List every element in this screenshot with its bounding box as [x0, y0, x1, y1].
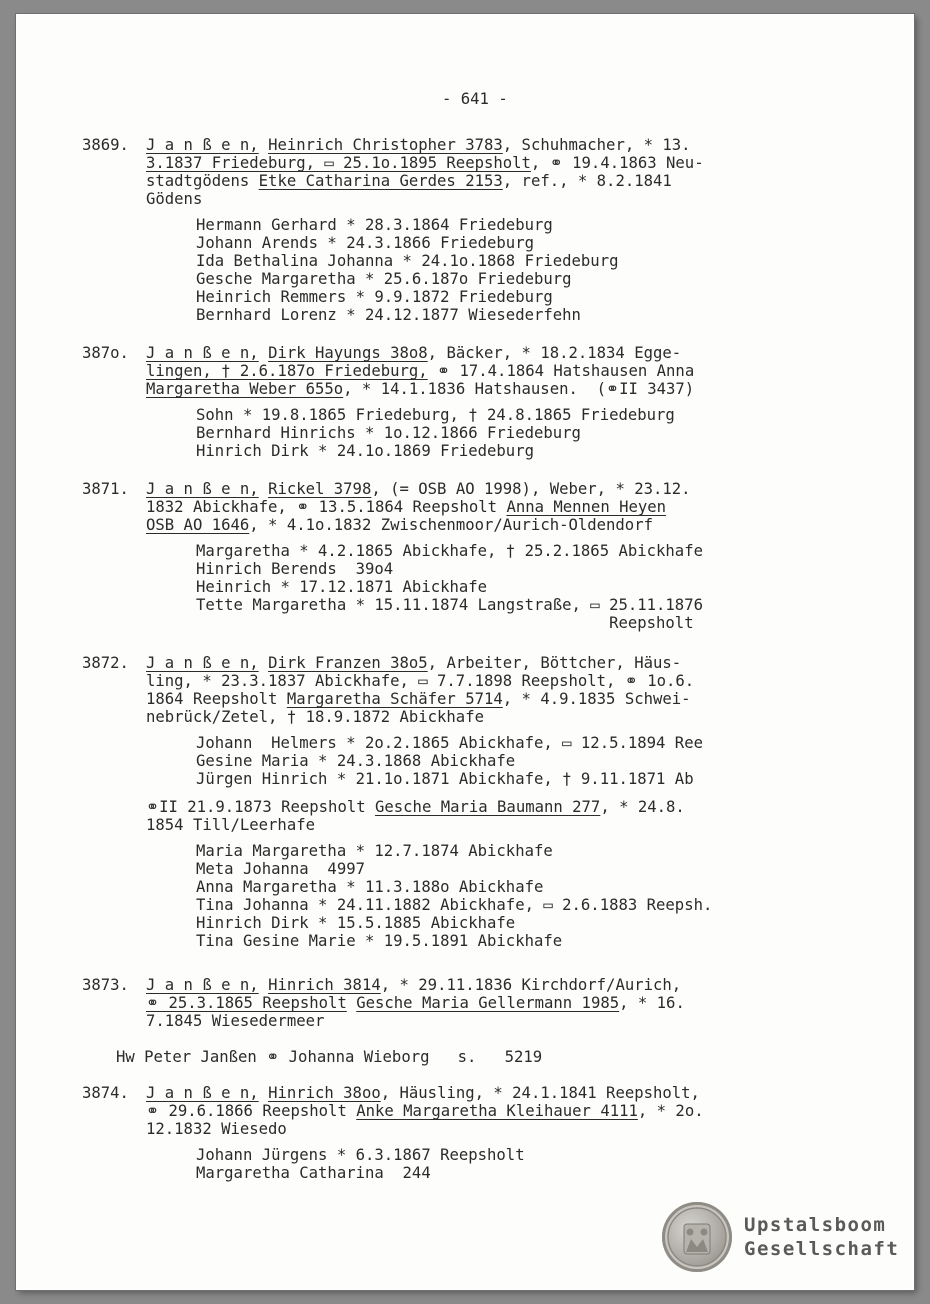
child-entry: Johann Jürgens * 6.3.1867 Reepsholt [196, 1146, 525, 1164]
text-run: Gödens [146, 190, 203, 208]
text-line [146, 1102, 704, 1120]
text-line [146, 480, 691, 498]
child-entry: Hinrich Berends 39o4 [196, 560, 394, 578]
text-run [347, 994, 356, 1012]
underlined-text: Gesche Maria Gellermann 1985 [356, 994, 620, 1012]
text-line [146, 1120, 287, 1138]
upstalsboom-logo [662, 1202, 899, 1272]
text-line [146, 994, 685, 1012]
text-line [146, 654, 681, 672]
child-entry: Jürgen Hinrich * 21.1o.1871 Abickhafe, † 9.11.1871 Ab [196, 770, 694, 788]
seal-icon [662, 1202, 732, 1272]
child-entry: Heinrich Remmers * 9.9.1872 Friedeburg [196, 288, 553, 306]
child-entry: Gesine Maria * 24.3.1868 Abickhafe [196, 752, 516, 770]
text-run: , Bäcker, * 18.2.1834 Egge- [427, 344, 682, 362]
text-line [146, 498, 666, 516]
text-run: ⚭ 29.6.1866 Reepsholt [146, 1102, 357, 1120]
text-run: 7.1845 Wiesedermeer [146, 1012, 325, 1030]
text-line [146, 690, 691, 708]
text-line [146, 380, 694, 398]
text-line [146, 172, 672, 190]
child-entry: Tette Margaretha * 15.11.1874 Langstraße, ▭ 25.11.1876 [196, 596, 703, 614]
child-entry: Margaretha * 4.2.1865 Abickhafe, † 25.2.1865 Abickhafe [196, 542, 703, 560]
underlined-text: J a n ß e n, [146, 344, 259, 362]
underlined-text: J a n ß e n, [146, 976, 259, 994]
underlined-text: lingen, † 2.6.187o Friedeburg, [146, 362, 428, 380]
text-run: , * 24.8. [600, 798, 685, 816]
text-line [146, 816, 315, 834]
text-run [259, 136, 268, 154]
underlined-text: J a n ß e n, [146, 654, 259, 672]
child-entry: Johann Helmers * 2o.2.1865 Abickhafe, ▭ 12.5.1894 Ree [196, 734, 703, 752]
text-line [146, 1012, 324, 1030]
child-entry: Maria Margaretha * 12.7.1874 Abickhafe [196, 842, 553, 860]
underlined-text: Gesche Maria Baumann 277 [375, 798, 601, 816]
underlined-text: OSB AO 1646 [146, 516, 250, 534]
text-run: 1832 Abickhafe, ⚭ 13.5.1864 Reepsholt [146, 498, 507, 516]
underlined-text: Heinrich Christopher 3783 [268, 136, 503, 154]
underlined-text: Hinrich 38oo [268, 1084, 381, 1102]
child-entry: Sohn * 19.8.1865 Friedeburg, † 24.8.1865 Friedeburg [196, 406, 675, 424]
text-line [146, 136, 691, 154]
page-number: - 641 - [442, 90, 508, 108]
child-entry: Meta Johanna 4997 [196, 860, 365, 878]
text-run: ⚭ 17.4.1864 Hatshausen Anna [427, 362, 695, 380]
text-line [146, 154, 704, 172]
underlined-text: Etke Catharina Gerdes 2153 [258, 172, 503, 190]
child-entry: Hinrich Dirk * 24.1o.1869 Friedeburg [196, 442, 534, 460]
entry-number: 387o. [82, 344, 129, 362]
text-line [146, 1084, 700, 1102]
text-run: stadtgödens [146, 172, 259, 190]
underlined-text: J a n ß e n, [146, 480, 259, 498]
text-run: , * 14.1.1836 Hatshausen. (⚭II 3437) [343, 380, 695, 398]
text-run: , Häusling, * 24.1.1841 Reepsholt, [380, 1084, 700, 1102]
logo-line-2: Gesellschaft [744, 1238, 900, 1260]
underlined-text: Rickel 3798 [268, 480, 372, 498]
text-run: , * 4.9.1835 Schwei- [502, 690, 691, 708]
child-entry: Gesche Margaretha * 25.6.187o Friedeburg [196, 270, 572, 288]
child-entry: Bernhard Hinrichs * 1o.12.1866 Friedeburg [196, 424, 581, 442]
child-entry: Hermann Gerhard * 28.3.1864 Friedeburg [196, 216, 553, 234]
underlined-text: Hinrich 3814 [268, 976, 381, 994]
text-line [146, 516, 653, 534]
child-entry: Johann Arends * 24.3.1866 Friedeburg [196, 234, 534, 252]
text-run [259, 480, 268, 498]
entry-number: 3874. [82, 1084, 129, 1102]
text-run [259, 976, 268, 994]
text-run: ⚭II 21.9.1873 Reepsholt [146, 798, 375, 816]
child-entry: Anna Margaretha * 11.3.188o Abickhafe [196, 878, 544, 896]
underlined-text: Margaretha Weber 655o [146, 380, 344, 398]
entry-number: 3872. [82, 654, 129, 672]
underlined-text: Dirk Hayungs 38o8 [268, 344, 428, 362]
text-run: , ⚭ 19.4.1863 Neu- [530, 154, 704, 172]
document-page [16, 14, 914, 1290]
underlined-text: J a n ß e n, [146, 136, 259, 154]
underlined-text: J a n ß e n, [146, 1084, 259, 1102]
underlined-text: 3.1837 Friedeburg, ▭ 25.1o.1895 Reepsholt [146, 154, 531, 172]
text-line [146, 976, 681, 994]
text-line [146, 362, 694, 380]
text-run: , * 29.11.1836 Kirchdorf/Aurich, [380, 976, 682, 994]
hw-reference: Hw Peter Janßen ⚭ Johanna Wieborg s. 5219 [116, 1048, 543, 1066]
text-run [259, 344, 268, 362]
text-line [146, 672, 694, 690]
underlined-text: Anke Margaretha Kleihauer 4111 [356, 1102, 638, 1120]
text-run: , Schuhmacher, * 13. [502, 136, 691, 154]
entry-number: 3869. [82, 136, 129, 154]
child-entry: Ida Bethalina Johanna * 24.1o.1868 Friedeburg [196, 252, 619, 270]
text-line [146, 190, 202, 208]
child-entry: Reepsholt [196, 614, 694, 632]
logo-line-1: Upstalsboom [744, 1214, 887, 1236]
entry-number: 3873. [82, 976, 129, 994]
text-run: , * 16. [619, 994, 685, 1012]
text-line [146, 708, 484, 726]
text-run: , (= OSB AO 1998), Weber, * 23.12. [371, 480, 691, 498]
text-run: 12.1832 Wiesedo [146, 1120, 287, 1138]
entry-number: 3871. [82, 480, 129, 498]
underlined-text: Margaretha Schäfer 5714 [286, 690, 503, 708]
text-run: 1854 Till/Leerhafe [146, 816, 315, 834]
underlined-text: ⚭ 25.3.1865 Reepsholt [146, 994, 347, 1012]
child-entry: Heinrich * 17.12.1871 Abickhafe [196, 578, 488, 596]
child-entry: Bernhard Lorenz * 24.12.1877 Wiesederfehn [196, 306, 581, 324]
text-run: nebrück/Zetel, † 18.9.1872 Abickhafe [146, 708, 484, 726]
text-run [259, 654, 268, 672]
text-run: 1864 Reepsholt [146, 690, 287, 708]
child-entry: Tina Gesine Marie * 19.5.1891 Abickhafe [196, 932, 563, 950]
text-run: , * 2o. [637, 1102, 704, 1120]
text-run: , * 4.1o.1832 Zwischenmoor/Aurich-Oldendorf [249, 516, 653, 534]
text-run: ling, * 23.3.1837 Abickhafe, ▭ 7.7.1898 Reepsholt, ⚭ 1o.6. [146, 672, 695, 690]
underlined-text: Anna Mennen Heyen [506, 498, 667, 516]
child-entry: Hinrich Dirk * 15.5.1885 Abickhafe [196, 914, 516, 932]
text-line [146, 798, 685, 816]
child-entry: Margaretha Catharina 244 [196, 1164, 431, 1182]
underlined-text: Dirk Franzen 38o5 [268, 654, 428, 672]
text-run: , ref., * 8.2.1841 [502, 172, 672, 190]
child-entry: Tina Johanna * 24.11.1882 Abickhafe, ▭ 2.6.1883 Reepsh. [196, 896, 713, 914]
text-line [146, 344, 681, 362]
text-run: , Arbeiter, Böttcher, Häus- [427, 654, 682, 672]
text-run [259, 1084, 268, 1102]
